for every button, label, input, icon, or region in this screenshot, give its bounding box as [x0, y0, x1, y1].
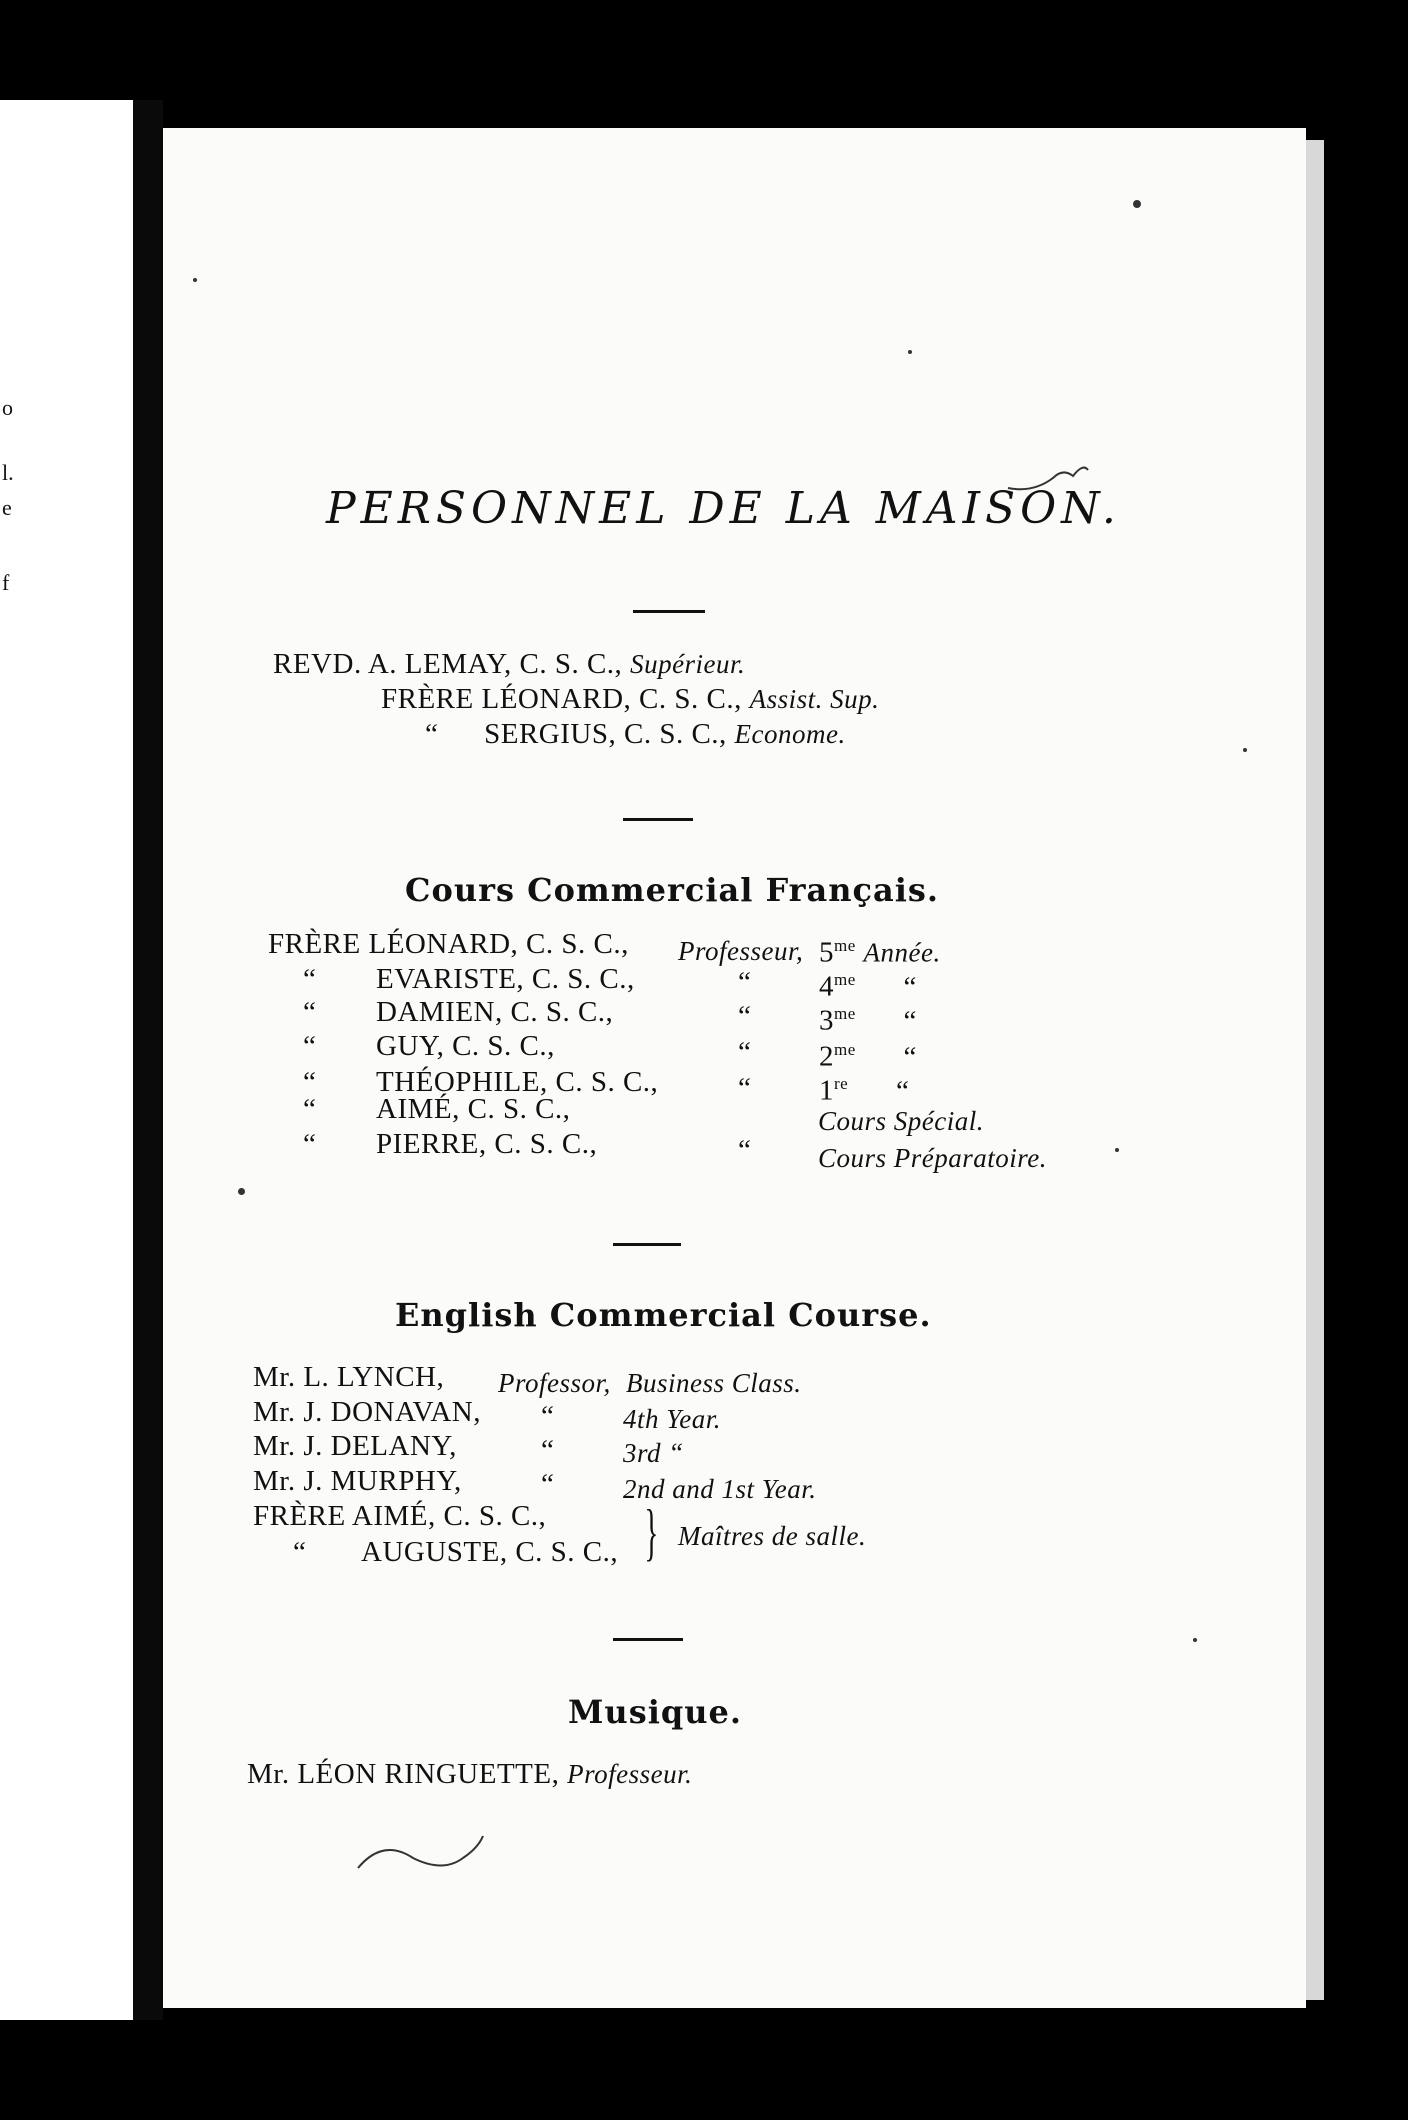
ditto-mark: “ — [303, 963, 317, 995]
ink-speck — [193, 278, 197, 282]
staff-role: Cours Préparatoire. — [818, 1143, 1048, 1173]
staff-name: DAMIEN, C. S. C., — [376, 996, 614, 1028]
ink-speck — [908, 350, 912, 354]
staff-name: Mr. J. MURPHY, — [253, 1465, 462, 1497]
left-page-fragment — [0, 100, 133, 2020]
officer-role: Assist. Sup. — [749, 684, 880, 714]
pen-squiggle — [353, 1828, 493, 1878]
staff-role: Professeur. — [567, 1759, 693, 1789]
ditto-mark: “ — [303, 1066, 317, 1098]
music-row — [247, 1758, 692, 1791]
staff-name: PIERRE, C. S. C., — [376, 1128, 598, 1160]
staff-name: THÉOPHILE, C. S. C., — [376, 1066, 659, 1098]
staff-name: Mr. J. DELANY, — [253, 1430, 457, 1462]
section-heading-french: Cours Commercial Français. — [405, 871, 940, 909]
ditto-mark: “ — [738, 966, 752, 998]
ditto-mark: “ — [303, 1128, 317, 1160]
officer-row — [381, 683, 879, 716]
staff-role: Professor, — [498, 1368, 611, 1398]
ditto-mark: “ — [303, 996, 317, 1028]
staff-role: Maîtres de salle. — [678, 1521, 867, 1551]
staff-name: Mr. L. LYNCH, — [253, 1361, 445, 1393]
ditto-mark: “ — [738, 1036, 752, 1068]
ditto-mark: “ — [293, 1536, 307, 1568]
section-heading-english: English Commercial Course. — [395, 1296, 932, 1334]
staff-name: GUY, C. S. C., — [376, 1030, 555, 1062]
staff-role: Professeur, — [678, 936, 804, 966]
officer-name: FRÈRE LÉONARD, C. S. C., — [381, 683, 742, 715]
page-title: PERSONNEL DE LA MAISON. — [326, 483, 1121, 534]
staff-name: FRÈRE LÉONARD, C. S. C., — [268, 928, 629, 960]
ditto-mark: “ — [425, 718, 439, 750]
ink-speck — [238, 1188, 245, 1195]
grade: $3^{me}$ “ — [819, 1004, 917, 1037]
staff-name: AIMÉ, C. S. C., — [376, 1093, 571, 1125]
left-page-letter: e — [2, 495, 12, 520]
staff-name: Mr. LÉON RINGUETTE, — [247, 1758, 560, 1790]
ink-speck — [1133, 200, 1141, 208]
ditto-mark: “ — [738, 1134, 752, 1166]
ditto-mark: “ — [303, 1093, 317, 1125]
ditto-mark: “ — [541, 1434, 555, 1466]
grade: $4^{me}$ “ — [819, 970, 917, 1003]
officer-role: Supérieur. — [630, 649, 746, 679]
divider — [613, 1243, 681, 1246]
ink-speck — [1115, 1148, 1119, 1152]
ditto-mark: “ — [738, 1000, 752, 1032]
staff-name: AUGUSTE, C. S. C., — [361, 1536, 619, 1568]
staff-name: EVARISTE, C. S. C., — [376, 963, 635, 995]
officer-name: SERGIUS, C. S. C., — [484, 718, 727, 750]
ditto-mark: “ — [541, 1468, 555, 1500]
book-spine — [133, 100, 163, 2020]
staff-role: Cours Spécial. — [818, 1106, 984, 1136]
ditto-mark: “ — [738, 1072, 752, 1104]
grade: $5^{me}$ Année. — [819, 936, 941, 969]
ditto-mark: “ — [303, 1030, 317, 1062]
grade: $2^{me}$ “ — [819, 1040, 917, 1073]
document-page — [163, 128, 1306, 2008]
page-edge — [1306, 140, 1324, 2000]
officer-row — [273, 648, 745, 681]
staff-name: Mr. J. DONAVAN, — [253, 1396, 482, 1428]
ink-speck — [1243, 748, 1247, 752]
staff-class: 4th Year. — [623, 1404, 722, 1434]
officer-row — [425, 718, 846, 751]
section-heading-music: Musique. — [568, 1693, 742, 1731]
brace-symbol: } — [644, 1496, 659, 1567]
officer-role: Econome. — [734, 719, 846, 749]
staff-class: 3rd “ — [623, 1438, 684, 1468]
divider — [613, 1638, 683, 1641]
officer-name: REVD. A. LEMAY, C. S. C., — [273, 648, 623, 680]
staff-name: FRÈRE AIMÉ, C. S. C., — [253, 1500, 547, 1532]
left-page-letter: l. — [2, 460, 14, 485]
left-page-letter: f — [2, 570, 10, 595]
pen-squiggle — [1003, 458, 1093, 498]
ink-speck — [1193, 1638, 1197, 1642]
ditto-mark: “ — [541, 1400, 555, 1432]
staff-class: 2nd and 1st Year. — [623, 1474, 817, 1504]
grade: 1re “ — [819, 1074, 910, 1107]
divider — [633, 610, 705, 613]
left-page-letter: o — [2, 395, 13, 420]
list-item — [268, 928, 629, 961]
divider — [623, 818, 693, 821]
staff-class: Business Class. — [626, 1368, 802, 1398]
